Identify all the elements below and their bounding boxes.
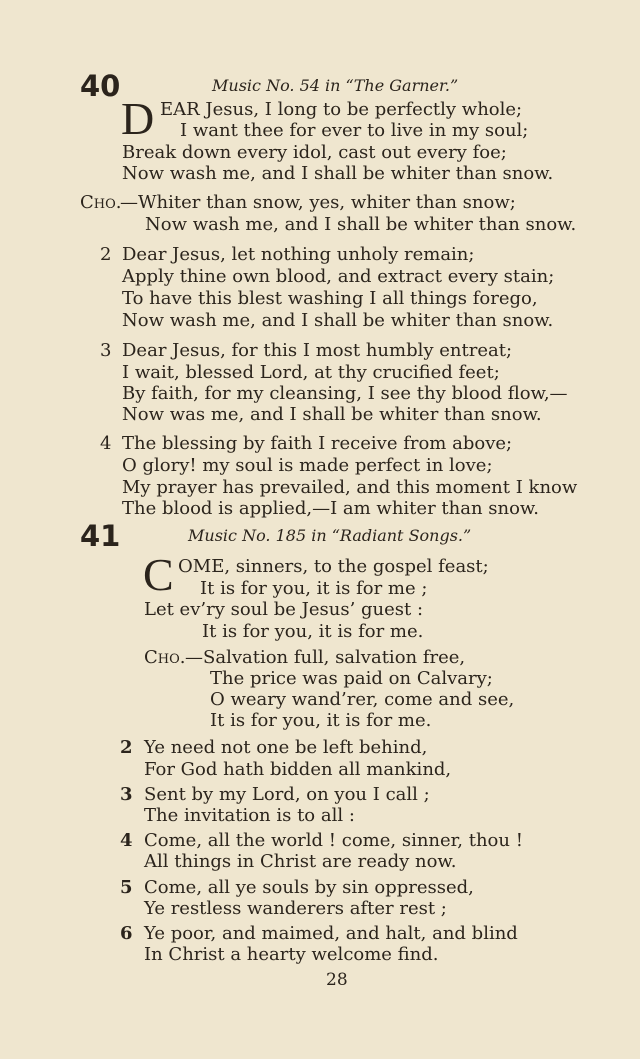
verse-line: Ye poor, and maimed, and halt, and blind xyxy=(144,923,518,944)
verse-line: I want thee for ever to live in my soul; xyxy=(180,120,529,141)
chorus-label: Cho. xyxy=(144,647,186,668)
chorus-line: —Salvation full, salvation free, xyxy=(185,647,466,668)
verse-line: The invitation is to all : xyxy=(144,805,355,826)
verse-line: The blessing by faith I receive from above; xyxy=(122,433,513,454)
verse-line: It is for you, it is for me ; xyxy=(200,578,428,599)
verse-line: Now wash me, and I shall be whiter than snow. xyxy=(122,310,554,331)
hymn-number: 40 xyxy=(80,69,121,103)
verse-number: 5 xyxy=(120,877,133,898)
page-number: 28 xyxy=(326,970,348,990)
verse-number: 4 xyxy=(100,433,112,454)
drop-cap: C xyxy=(143,549,174,600)
verse-line: Apply thine own blood, and extract every stain; xyxy=(122,266,555,287)
verse-line: Dear Jesus, for this I most humbly entreat; xyxy=(122,340,513,361)
verse-line: O glory! my soul is made perfect in love; xyxy=(122,455,493,476)
verse-number: 3 xyxy=(120,784,133,805)
verse-line: In Christ a hearty welcome find. xyxy=(144,944,439,965)
verse-number: 4 xyxy=(120,830,133,851)
verse-line: Let ev’ry soul be Jesus’ guest : xyxy=(144,599,424,620)
hymn-number: 41 xyxy=(80,519,121,553)
chorus-label: Cho. xyxy=(80,192,122,213)
verse-line: Ye need not one be left behind, xyxy=(144,737,428,758)
chorus-line: Now wash me, and I shall be whiter than snow. xyxy=(145,214,577,235)
verse-line: EAR Jesus, I long to be perfectly whole; xyxy=(160,99,523,120)
verse-line: All things in Christ are ready now. xyxy=(144,851,457,872)
verse-line: My prayer has prevailed, and this moment I know xyxy=(122,477,578,498)
verse-number: 3 xyxy=(100,340,112,361)
verse-line: For God hath bidden all mankind, xyxy=(144,759,452,780)
music-source xyxy=(212,78,458,94)
verse-line: Now wash me, and I shall be whiter than snow. xyxy=(122,163,554,184)
source-prefix: Music No. 54 in xyxy=(212,76,346,95)
verse-number: 6 xyxy=(120,923,133,944)
verse-line: Sent by my Lord, on you I call ; xyxy=(144,784,430,805)
verse-line: Ye restless wanderers after rest ; xyxy=(144,898,447,919)
source-title: “Radiant Songs.” xyxy=(331,526,472,545)
verse-line: Come, all the world ! come, sinner, thou ! xyxy=(144,830,523,851)
verse-line: Break down every idol, cast out every foe; xyxy=(122,142,507,163)
chorus-line: O weary wand’rer, come and see, xyxy=(210,689,515,710)
chorus-line: It is for you, it is for me. xyxy=(210,710,432,731)
source-title: “The Garner.” xyxy=(345,76,459,95)
verse-line: Dear Jesus, let nothing unholy remain; xyxy=(122,244,475,265)
verse-number: 2 xyxy=(100,244,112,265)
drop-cap: D xyxy=(121,93,155,144)
verse-line: OME, sinners, to the gospel feast; xyxy=(178,556,489,577)
verse-line: By faith, for my cleansing, I see thy blood flow,— xyxy=(122,383,568,404)
source-prefix: Music No. 185 in xyxy=(188,526,332,545)
verse-line: Now was me, and I shall be whiter than snow. xyxy=(122,404,542,425)
verse-number: 2 xyxy=(120,737,133,758)
verse-line: The blood is applied,—I am whiter than snow. xyxy=(122,498,539,519)
verse-line: Come, all ye souls by sin oppressed, xyxy=(144,877,474,898)
music-source xyxy=(188,528,471,544)
chorus-line: The price was paid on Calvary; xyxy=(210,668,493,689)
chorus-line: —Whiter than snow, yes, whiter than snow; xyxy=(120,192,516,213)
verse-line: It is for you, it is for me. xyxy=(202,621,424,642)
verse-line: To have this blest washing I all things forego, xyxy=(122,288,538,309)
verse-line: I wait, blessed Lord, at thy crucified feet; xyxy=(122,362,500,383)
